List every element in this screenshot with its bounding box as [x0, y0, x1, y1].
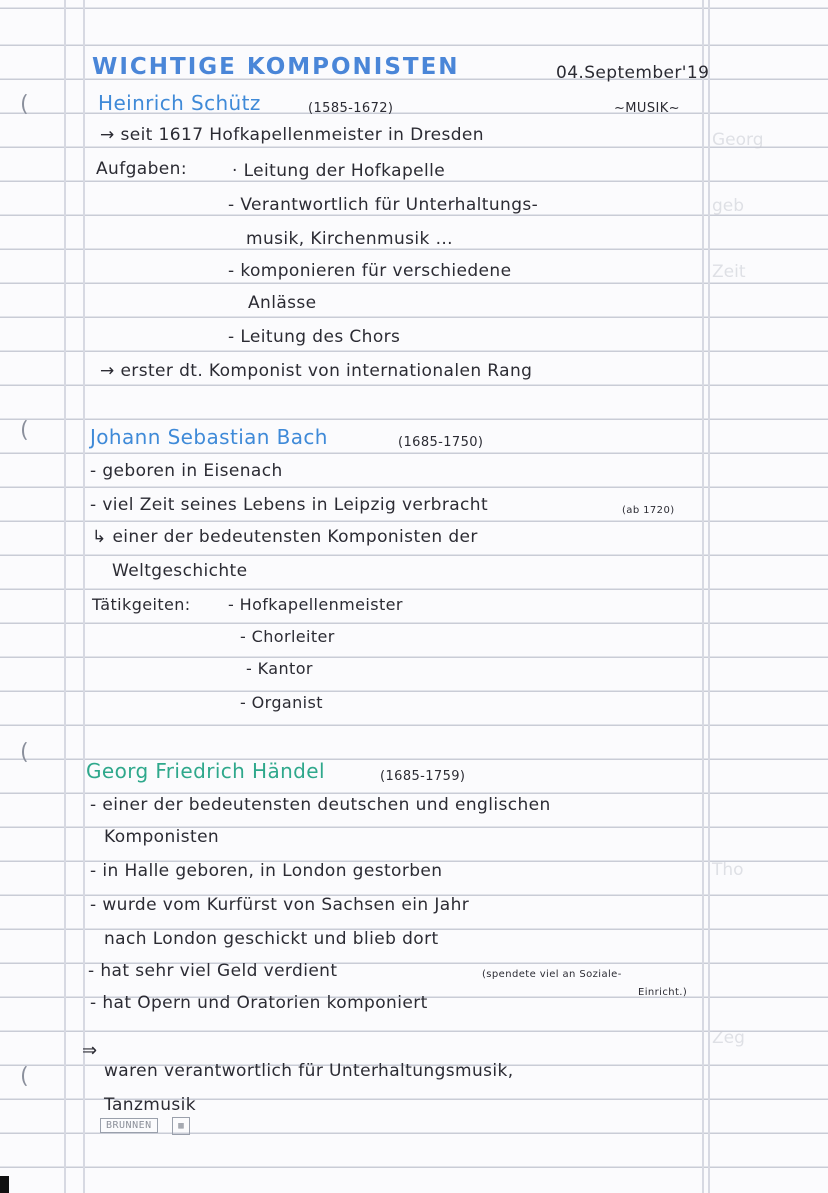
bach-line-3a: ↳ einer der bedeutensten Komponisten der	[92, 527, 478, 547]
schuetz-task-3b: Anlässe	[248, 293, 317, 313]
haendel-line-4: - hat sehr viel Geld verdient	[88, 961, 338, 981]
haendel-line-1a: - einer der bedeutensten deutschen und englischen	[90, 795, 551, 815]
schuetz-conclusion: → erster dt. Komponist von internationalen Rang	[100, 361, 533, 381]
schuetz-tasks-label: Aufgaben:	[96, 159, 187, 179]
summary-arrow-icon: ⇒	[82, 1040, 98, 1061]
punch-hole-3	[22, 740, 38, 764]
composer-years-schuetz: (1585-1672)	[308, 101, 394, 116]
margin-line-right-outer	[708, 0, 710, 1193]
haendel-line-2: - in Halle geboren, in London gestorben	[90, 861, 443, 881]
page-title: WICHTIGE KOMPONISTEN	[92, 54, 460, 80]
punch-hole-4	[22, 1064, 38, 1088]
schuetz-task-2b: musik, Kirchenmusik ...	[246, 229, 453, 249]
brand-stamp: BRUNNEN	[100, 1118, 158, 1133]
bach-line-2-note: (ab 1720)	[622, 505, 675, 516]
haendel-line-3b: nach London geschickt und blieb dort	[104, 929, 439, 949]
brand-logo-icon: ▦	[172, 1117, 190, 1135]
composer-years-bach: (1685-1750)	[398, 435, 484, 450]
bach-job-2: - Chorleiter	[240, 627, 335, 646]
bach-line-1: - geboren in Eisenach	[90, 461, 283, 481]
date-label: 04.September'19	[556, 63, 710, 83]
bach-job-1: - Hofkapellenmeister	[228, 595, 403, 614]
punch-hole-2	[22, 418, 38, 442]
schuetz-line-1: → seit 1617 Hofkapellenmeister in Dresden	[100, 125, 484, 145]
notebook-page: Georg geb Zeit Tho Zeg WICHTIGE KOMPONISTEN 04.September'19 ~MUSIK~ Heinrich Schütz (1585-1672) → seit 1617 Hofkapellenmeister in Dresden Aufgaben: · Leitung der Hofkapelle - Verantwortlich für Unterhaltungs- musik, Kirchenmusik ... - komponieren für verschiedene Anlässe - Leitung des Chors → erster dt. Komponist von internationalen Rang Johann Sebastian Bach (1685-1750) - geboren in Eisenach - viel Zeit seines Lebens in Leipzig verbracht (ab 1720) ↳ einer der bedeutensten Komponisten der Weltgeschichte Tätikgeiten: - Hofkapellenmeister - Chorleiter - Kantor - Organist Georg Friedrich Händel (1685-1759) - einer der bedeutensten deutschen und englischen Komponisten - in Halle geboren, in London gestorben - wurde vom Kurfürst von Sachsen ein Jahr nach London geschickt und blieb dort - hat sehr viel Geld verdient (spendete viel an Soziale- Einricht.) - hat Opern und Oratorien komponiert ⇒ waren verantwortlich für Unterhaltungsmusik, Tanzmusik BRUNNEN ▦	[0, 0, 828, 1193]
bach-line-2: - viel Zeit seines Lebens in Leipzig verbracht	[90, 495, 489, 515]
scan-corner	[0, 1176, 9, 1193]
margin-line-right	[702, 0, 704, 1193]
subject-label: ~MUSIK~	[614, 101, 680, 116]
composer-name-schuetz: Heinrich Schütz	[98, 91, 261, 115]
composer-name-haendel: Georg Friedrich Händel	[86, 759, 325, 783]
bach-jobs-label: Tätikgeiten:	[92, 595, 191, 614]
margin-line-left-inner	[83, 0, 85, 1193]
schuetz-task-2a: - Verantwortlich für Unterhaltungs-	[228, 195, 539, 215]
composer-years-haendel: (1685-1759)	[380, 769, 466, 784]
schuetz-task-1: · Leitung der Hofkapelle	[232, 161, 446, 181]
summary-line-1: waren verantwortlich für Unterhaltungsmusik,	[104, 1061, 514, 1081]
punch-hole-1	[22, 92, 38, 116]
summary-line-2: Tanzmusik	[104, 1095, 197, 1115]
haendel-line-3a: - wurde vom Kurfürst von Sachsen ein Jahr	[90, 895, 470, 915]
haendel-line-4-note-b: Einricht.)	[638, 987, 688, 998]
schuetz-task-4: - Leitung des Chors	[228, 327, 401, 347]
margin-line-left	[64, 0, 66, 1193]
haendel-line-4-note-a: (spendete viel an Soziale-	[482, 969, 622, 980]
haendel-line-1b: Komponisten	[104, 827, 220, 847]
bach-job-3: - Kantor	[246, 659, 313, 678]
bach-line-3b: Weltgeschichte	[112, 561, 248, 581]
bach-job-4: - Organist	[240, 693, 323, 712]
schuetz-task-3a: - komponieren für verschiedene	[228, 261, 512, 281]
haendel-line-5: - hat Opern und Oratorien komponiert	[90, 993, 428, 1013]
composer-name-bach: Johann Sebastian Bach	[90, 425, 328, 449]
